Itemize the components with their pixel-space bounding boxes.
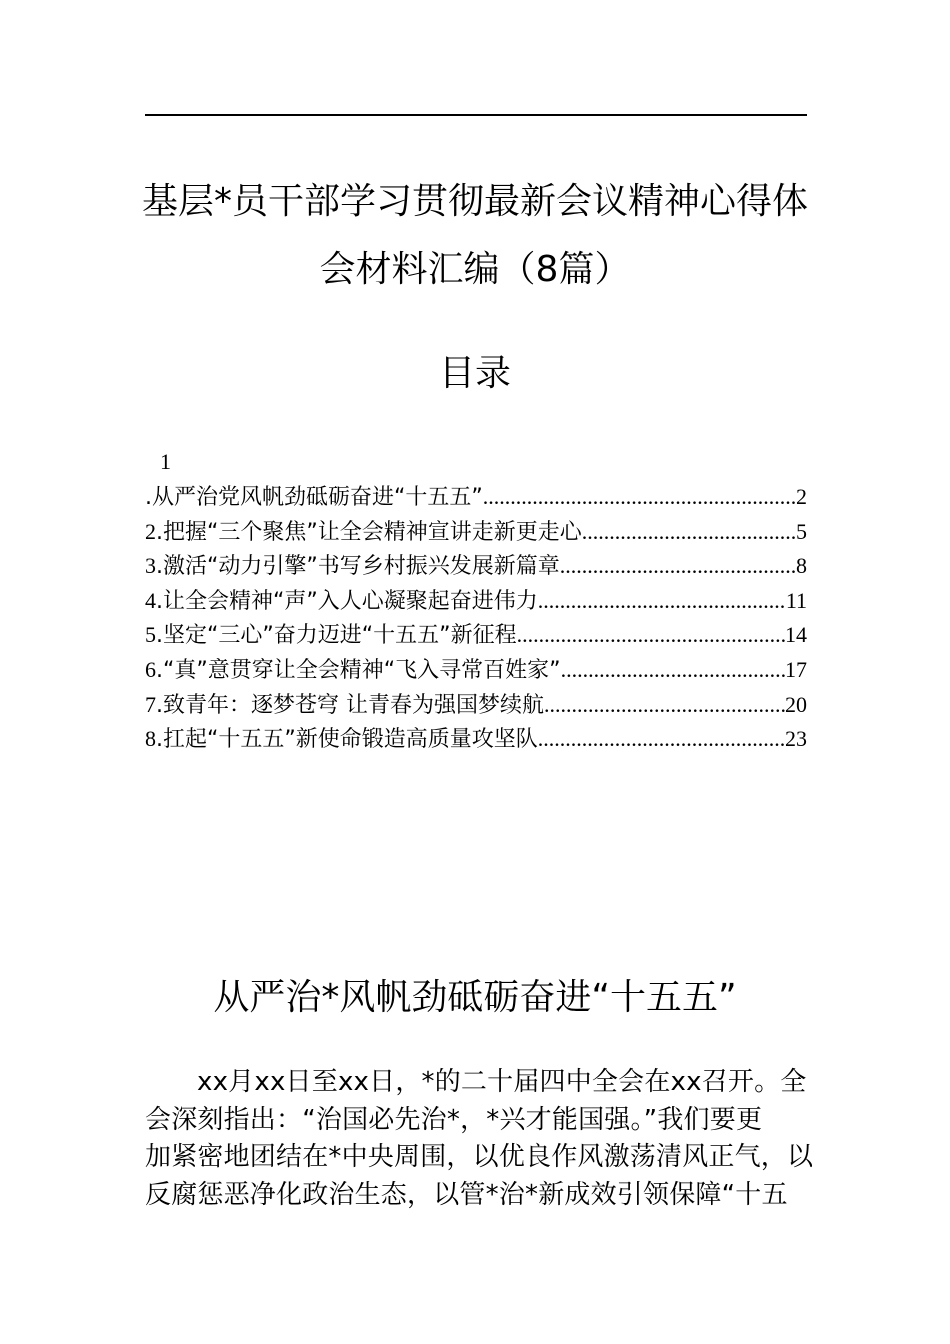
paragraph-line: 加紧密地团结在*中央周围，以优良作风激荡清风正气，以	[145, 1142, 814, 1172]
toc-leader-dots	[582, 515, 796, 549]
toc-leader-dots	[517, 618, 785, 652]
document-title-line-2: 会材料汇编（8篇）	[319, 249, 631, 290]
document-title-line-1: 基层*员干部学习贯彻最新会议精神心得体	[141, 181, 808, 222]
toc-entry-title: 5.坚定“三心”奋力迈进“十五五”新征程	[145, 622, 517, 649]
table-of-contents	[145, 480, 807, 757]
toc-leader-dots	[538, 584, 786, 618]
toc-first-number: 1	[160, 449, 171, 474]
toc-entry[interactable]	[145, 722, 807, 757]
toc-entry-page: 23	[785, 726, 807, 752]
toc-entry-page: 20	[785, 691, 807, 717]
toc-entry-page: 2	[796, 484, 807, 509]
toc-entry-title: 3.激活“动力引擎”书写乡村振兴发展新篇章	[145, 553, 560, 580]
paragraph-line: 反腐惩恶净化政治生态，以管*治*新成效引领保障“十五	[145, 1180, 788, 1210]
toc-entry[interactable]	[145, 653, 807, 688]
toc-entry[interactable]	[145, 549, 807, 584]
toc-entry[interactable]	[145, 688, 807, 723]
toc-leader-dots	[544, 688, 785, 722]
toc-entry-title: 7.致青年：逐梦苍穹 让青春为强国梦续航	[145, 691, 544, 718]
toc-entry-page: 11	[785, 587, 807, 613]
toc-entry-title: 8.扛起“十五五”新使命锻造高质量攻坚队	[145, 726, 538, 753]
section-title: 从严治*风帆劲砥砺奋进“十五五”	[213, 977, 737, 1018]
toc-heading: 目录	[438, 353, 511, 394]
header-rule	[145, 114, 807, 116]
toc-entry[interactable]	[145, 515, 807, 550]
toc-entry[interactable]	[145, 584, 807, 619]
toc-entry-page: 8	[796, 553, 807, 579]
toc-leader-dots	[483, 480, 796, 514]
toc-entry-title: 2.把握“三个聚焦”让全会精神宣讲走新更走心	[145, 518, 582, 545]
toc-entry-page: 14	[785, 622, 807, 648]
toc-entry-title: .从严治党风帆劲砥砺奋进“十五五”	[145, 485, 483, 510]
toc-leader-dots	[560, 549, 796, 583]
toc-entry-page: 5	[796, 518, 807, 544]
toc-entry-title: 6.“真”意贯穿让全会精神“飞入寻常百姓家”	[145, 656, 561, 683]
toc-entry-page: 17	[785, 656, 807, 682]
toc-leader-dots	[538, 722, 785, 756]
toc-entry[interactable]	[145, 480, 807, 515]
paragraph-line: xx月xx日至xx日，*的二十届四中全会在xx召开。全	[197, 1067, 807, 1097]
toc-entry[interactable]	[145, 618, 807, 653]
paragraph-line: 会深刻指出：“治国必先治*，*兴才能国强。”我们要更	[145, 1105, 763, 1135]
toc-leader-dots	[561, 653, 785, 687]
toc-entry-title: 4.让全会精神“声”入人心凝聚起奋进伟力	[145, 587, 538, 614]
